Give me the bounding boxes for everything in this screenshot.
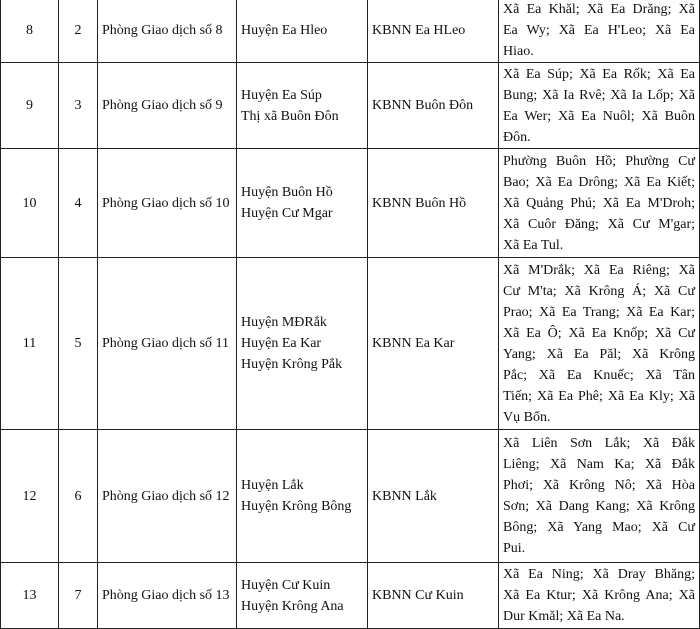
commune-line: Liêng; Xã Nam Ka; Xã Đắk — [503, 457, 695, 472]
treasury-name: KBNN Buôn Đôn — [368, 63, 499, 149]
commune-line: Xã M'Drắk; Xã Ea Riêng; Xã — [503, 262, 695, 278]
commune-list — [499, 258, 700, 430]
commune-line: Xã Ea Súp; Xã Ea Rốk; Xã Ea — [503, 66, 695, 82]
commune-line: Dur Kmăl; Xã Ea Na. — [503, 609, 625, 624]
treasury-name: KBNN Ea HLeo — [368, 0, 499, 63]
office-name: Phòng Giao dịch số 10 — [98, 149, 237, 258]
district-name: Huyện Krông Bông — [241, 499, 352, 514]
commune-line: Prao; Xã Ea Trang; Xã Ea Kar; — [503, 304, 695, 320]
commune-list — [499, 63, 700, 149]
office-name: Phòng Giao dịch số 13 — [98, 563, 237, 629]
commune-list — [499, 430, 700, 563]
district-name: Huyện Krông Ana — [241, 598, 344, 614]
treasury-name: KBNN Buôn Hồ — [368, 149, 499, 258]
district-cell — [237, 0, 368, 63]
office-name: Phòng Giao dịch số 9 — [98, 63, 237, 149]
treasury-name: KBNN Lắk — [368, 430, 499, 563]
commune-line: Bung; Xã Ia Rvê; Xã Ia Lốp; Xã — [503, 87, 695, 103]
district-name: Huyện Ea Hleo — [241, 23, 328, 38]
row-index: 7 — [59, 563, 98, 629]
commune-line: Ea Wy; Xã Ea H'Leo; Xã Ea — [503, 23, 695, 38]
commune-line: Yang; Xã Ea Păl; Xã Krông — [503, 346, 695, 362]
treasury-name: KBNN Cư Kuin — [368, 563, 499, 629]
district-name: Thị xã Buôn Đôn — [241, 108, 339, 124]
row-index: 6 — [59, 430, 98, 563]
table-row — [1, 0, 700, 63]
district-cell — [237, 563, 368, 629]
row-index: 2 — [59, 0, 98, 63]
commune-line: Xã Ea Ning; Xã Dray Bhăng; — [503, 567, 695, 582]
row-number: 12 — [1, 430, 59, 563]
commune-line: Xã Cuôr Đăng; Xã Cư M'gar; — [503, 216, 695, 232]
office-name: Phòng Giao dịch số 11 — [98, 258, 237, 430]
commune-line: Cư M'ta; Xã Krông Á; Xã Cư — [503, 283, 695, 299]
commune-line: Đôn. — [503, 129, 531, 145]
commune-line: Bông; Xã Yang Mao; Xã Cư — [503, 520, 695, 535]
commune-line: Xã Liên Sơn Lắk; Xã Đắk — [503, 436, 695, 451]
row-number: 8 — [1, 0, 59, 63]
district-name: Huyện Ea Súp — [241, 87, 322, 103]
district-name: Huyện Cư Kuin — [241, 577, 331, 593]
office-name: Phòng Giao dịch số 8 — [98, 0, 237, 63]
commune-line: Tiến; Xã Ea Phê; Xã Ea Kly; Xã — [503, 388, 695, 404]
commune-line: Pui. — [503, 541, 526, 556]
commune-list — [499, 0, 700, 63]
treasury-name: KBNN Ea Kar — [368, 258, 499, 430]
commune-line: Phơi; Xã Krông Nô; Xã Hòa — [503, 478, 695, 493]
commune-line: Xã Ea Ô; Xã Ea Knốp; Xã Cư — [503, 325, 695, 341]
table-row — [1, 63, 700, 149]
commune-line: Hiao. — [503, 44, 534, 59]
office-name: Phòng Giao dịch số 12 — [98, 430, 237, 563]
commune-line: Xã Ea Khăl; Xã Ea Drăng; Xã — [503, 2, 695, 17]
row-index: 3 — [59, 63, 98, 149]
commune-list — [499, 563, 700, 629]
district-cell — [237, 258, 368, 430]
commune-line: Pắc; Xã Ea Knuếc; Xã Tân — [503, 367, 695, 383]
district-name: Huyện MĐRắk — [241, 315, 327, 330]
row-number: 9 — [1, 63, 59, 149]
commune-line: Xã Quảng Phú; Xã Ea M'Droh; — [503, 195, 695, 211]
commune-list — [499, 149, 700, 258]
district-cell — [237, 63, 368, 149]
commune-line: Vụ Bổn. — [503, 409, 551, 425]
commune-line: Sơn; Xã Dang Kang; Xã Krông — [503, 499, 695, 514]
district-cell — [237, 149, 368, 258]
table-row — [1, 149, 700, 258]
table-row — [1, 258, 700, 430]
district-cell — [237, 430, 368, 563]
row-index: 5 — [59, 258, 98, 430]
table-row — [1, 430, 700, 563]
table-row — [1, 563, 700, 629]
row-number: 13 — [1, 563, 59, 629]
row-number: 11 — [1, 258, 59, 430]
commune-line: Phường Buôn Hồ; Phường Cư — [503, 153, 695, 169]
row-index: 4 — [59, 149, 98, 258]
district-name: Huyện Buôn Hồ — [241, 185, 333, 200]
commune-line: Ea Wer; Xã Ea Nuôl; Xã Buôn — [503, 108, 695, 124]
district-name: Huyện Krông Pắk — [241, 357, 343, 372]
row-number: 10 — [1, 149, 59, 258]
commune-line: Bao; Xã Ea Drông; Xã Ea Kiết; — [503, 174, 695, 190]
commune-line: Xã Ea Ktur; Xã Krông Ana; Xã — [503, 588, 695, 603]
commune-line: Xã Ea Tul. — [503, 237, 564, 253]
district-name: Huyện Ea Kar — [241, 336, 322, 351]
district-name: Huyện Lắk — [241, 478, 304, 493]
district-name: Huyện Cư Mgar — [241, 206, 333, 221]
